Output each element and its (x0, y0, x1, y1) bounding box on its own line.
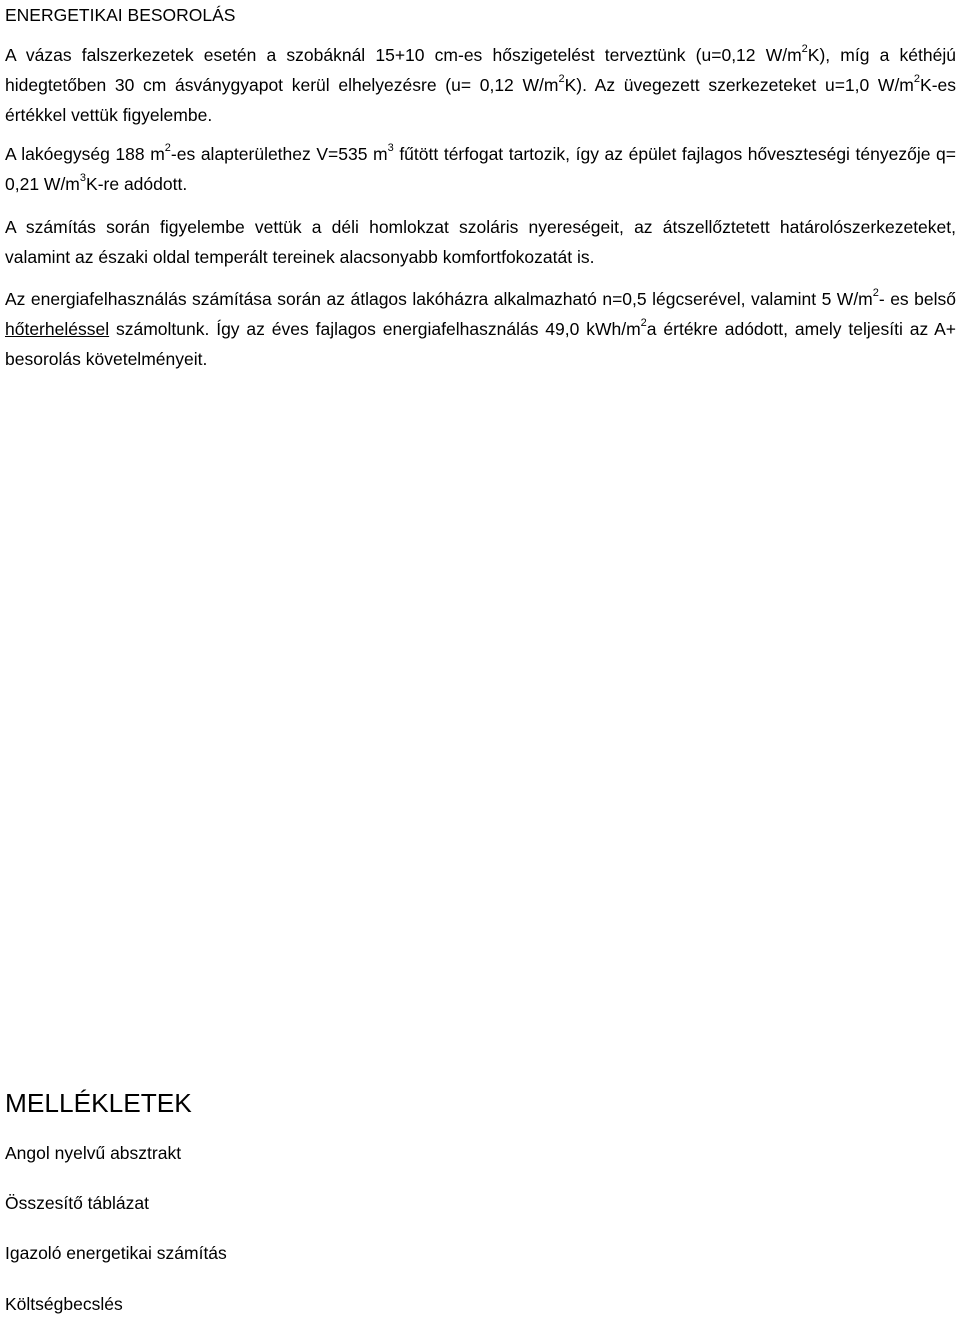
text-run: A lakóegység 188 m (5, 144, 165, 164)
text-run: K-es értékkel vettük figyelembe. (5, 75, 956, 125)
superscript: 2 (164, 142, 171, 155)
superscript: 3 (387, 142, 394, 155)
annex-item: Összesítő táblázat (5, 1193, 149, 1213)
text-run: A vázas falszerkezetek esetén a szobáknál 15+10 cm-es hőszigetelést terveztünk (u=0,12 W/m (5, 45, 802, 65)
section-title: ENERGETIKAI BESOROLÁS (5, 5, 236, 25)
text-run: K), míg a kéthéjú hidegtetőben 30 cm ásványgyapot kerül elhelyezésre (u= 0,12 W/m (5, 45, 956, 95)
superscript: 3 (79, 172, 87, 185)
annex-item: Költségbecslés (5, 1294, 123, 1314)
text-run: K). Az üvegezett szerkezeteket u=1,0 W/m (564, 75, 914, 95)
paragraph-solar-gains: A számítás során figyelembe vettük a déli homlokzat szoláris nyereségeit, az átszellőztetett határolószerkezeteket, valamint az északi oldal temperált tereinek alacsonyabb komfortfokozatát is. (5, 217, 956, 267)
text-run: számoltunk. Így az éves fajlagos energiafelhasználás 49,0 kWh/m (109, 319, 641, 339)
superscript: 2 (913, 73, 921, 86)
superscript: 2 (801, 43, 808, 56)
text-run: Az energiafelhasználás számítása során az átlagos lakóházra alkalmazható n=0,5 légcserével, valamint 5 W/m (5, 289, 873, 309)
paragraph-energy-use (5, 284, 956, 374)
text-run: -es alapterülethez V=535 m (170, 144, 388, 164)
text-run: a értékre adódott, amely teljesíti az A+ besorolás követelményeit. (5, 319, 956, 369)
annexes-title: MELLÉKLETEK (5, 1088, 192, 1118)
text-run: - es belső (878, 289, 956, 309)
annex-item: Igazoló energetikai számítás (5, 1243, 227, 1263)
paragraph-heat-loss (5, 139, 956, 199)
annex-item: Angol nyelvű absztrakt (5, 1143, 182, 1163)
paragraph-insulation (5, 40, 956, 130)
superscript: 2 (558, 73, 565, 86)
text-run: K-re adódott. (86, 174, 188, 194)
superscript: 2 (640, 317, 647, 330)
superscript: 2 (872, 287, 879, 300)
text-run: fűtött térfogat tartozik, így az épület fajlagos hőveszteségi tényezője q= 0,21 W/m (5, 144, 956, 194)
underlined-word: hőterheléssel (5, 319, 110, 339)
